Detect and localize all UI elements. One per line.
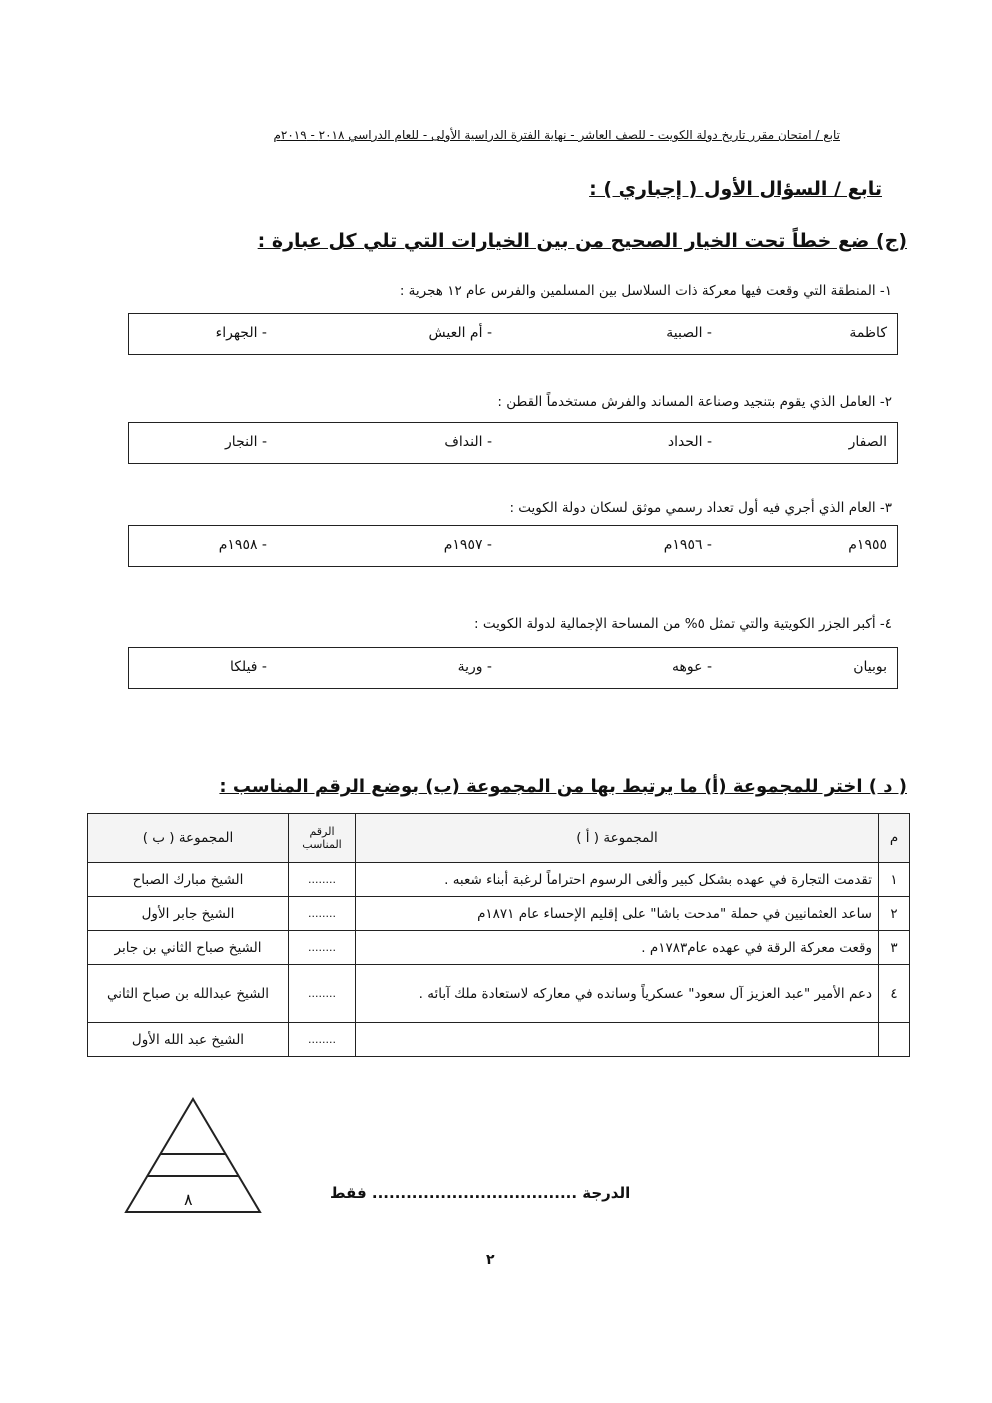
answer-blank[interactable]: ........: [289, 965, 356, 1023]
option[interactable]: - الجهراء: [215, 325, 267, 341]
option[interactable]: - أم العيش: [428, 325, 492, 341]
row-number: ٣: [879, 931, 910, 965]
options-box: [128, 525, 898, 567]
group-b-item: الشيخ عبد الله الأول: [88, 1023, 289, 1057]
option[interactable]: - ١٩٥٦م: [663, 537, 712, 553]
group-b-item: الشيخ مبارك الصباح: [88, 863, 289, 897]
option[interactable]: ١٩٥٥م: [848, 537, 887, 553]
option[interactable]: - عوهه: [672, 659, 712, 675]
col-group-a: المجموعة ( أ ): [356, 814, 879, 863]
col-number: الرقم المناسب: [289, 814, 356, 863]
question-heading: تابع / السؤال الأول ( إجباري ) :: [589, 178, 882, 200]
option[interactable]: - فيلكا: [229, 659, 267, 675]
group-b-item: الشيخ صباح الثاني بن جابر: [88, 931, 289, 965]
score-value: ٨: [184, 1190, 193, 1209]
question-stem: ٢- العامل الذي يقوم بتنجيد وصناعة المساند والفرش مستخدماً القطن :: [497, 394, 892, 410]
option[interactable]: كاظمة: [849, 325, 887, 341]
group-b-item: الشيخ جابر الأول: [88, 897, 289, 931]
options-box: [128, 422, 898, 464]
table-row: [88, 863, 910, 897]
option[interactable]: - النداف: [444, 434, 492, 450]
option[interactable]: - ١٩٥٧م: [443, 537, 492, 553]
row-number: [879, 1023, 910, 1057]
section-d-instruction: ( د ) اختر للمجموعة (أ) ما يرتبط بها من المجموعة (ب) بوضع الرقم المناسب :: [219, 776, 907, 797]
group-b-item: الشيخ عبدالله بن صباح الثاني: [88, 965, 289, 1023]
option[interactable]: - ورية: [457, 659, 492, 675]
option[interactable]: - النجار: [225, 434, 267, 450]
col-group-b: المجموعة ( ب ): [88, 814, 289, 863]
matching-table: [87, 813, 910, 1057]
group-a-item: ساعد العثمانيين في حملة "مدحت باشا" على إقليم الإحساء عام ١٨٧١م: [356, 897, 879, 931]
row-number: ٢: [879, 897, 910, 931]
option[interactable]: - ١٩٥٨م: [218, 537, 267, 553]
answer-blank[interactable]: ........: [289, 931, 356, 965]
option[interactable]: - الصبية: [666, 325, 712, 341]
row-number: ١: [879, 863, 910, 897]
group-a-item: تقدمت التجارة في عهده بشكل كبير وألغى الرسوم احتراماً لرغبة أبناء شعبه .: [356, 863, 879, 897]
question-stem: ١- المنطقة التي وقعت فيها معركة ذات السلاسل بين المسلمين والفرس عام ١٢ هجرية :: [399, 283, 892, 299]
options-box: [128, 313, 898, 355]
group-a-item: دعم الأمير "عبد العزيز آل سعود" عسكرياً وسانده في معاركه لاستعادة ملك آبائه .: [356, 965, 879, 1023]
col-m: م: [879, 814, 910, 863]
page-number: ٢: [486, 1252, 495, 1268]
group-a-item: [356, 1023, 879, 1057]
question-stem: ٣- العام الذي أجري فيه أول تعداد رسمي موثق لسكان دولة الكويت :: [509, 500, 892, 516]
table-row: [88, 965, 910, 1023]
score-triangle: [122, 1096, 264, 1216]
answer-blank[interactable]: ........: [289, 897, 356, 931]
section-c-instruction: (ج) ضع خطاً تحت الخيار الصحيح من بين الخيارات التي تلي كل عبارة :: [257, 230, 907, 252]
group-a-item: وقعت معركة الرقة في عهده عام١٧٨٣م .: [356, 931, 879, 965]
question-stem: ٤- أكبر الجزر الكويتية والتي تمثل ٥% من المساحة الإجمالية لدولة الكويت :: [474, 616, 892, 632]
table-row: [88, 1023, 910, 1057]
table-row: [88, 897, 910, 931]
table-row: [88, 931, 910, 965]
row-number: ٤: [879, 965, 910, 1023]
answer-blank[interactable]: ........: [289, 863, 356, 897]
option[interactable]: بوبيان: [853, 659, 887, 675]
option[interactable]: الصفار: [848, 434, 887, 450]
exam-header: تابع / امتحان مقرر تاريخ دولة الكويت - للصف العاشر - نهاية الفترة الدراسية الأولى - للعام الدراسي ٢٠١٨ - ٢٠١٩م: [273, 128, 840, 142]
options-box: [128, 647, 898, 689]
grade-line: الدرجة .................................... فقط: [330, 1184, 631, 1202]
option[interactable]: - الحداد: [667, 434, 712, 450]
answer-blank[interactable]: ........: [289, 1023, 356, 1057]
